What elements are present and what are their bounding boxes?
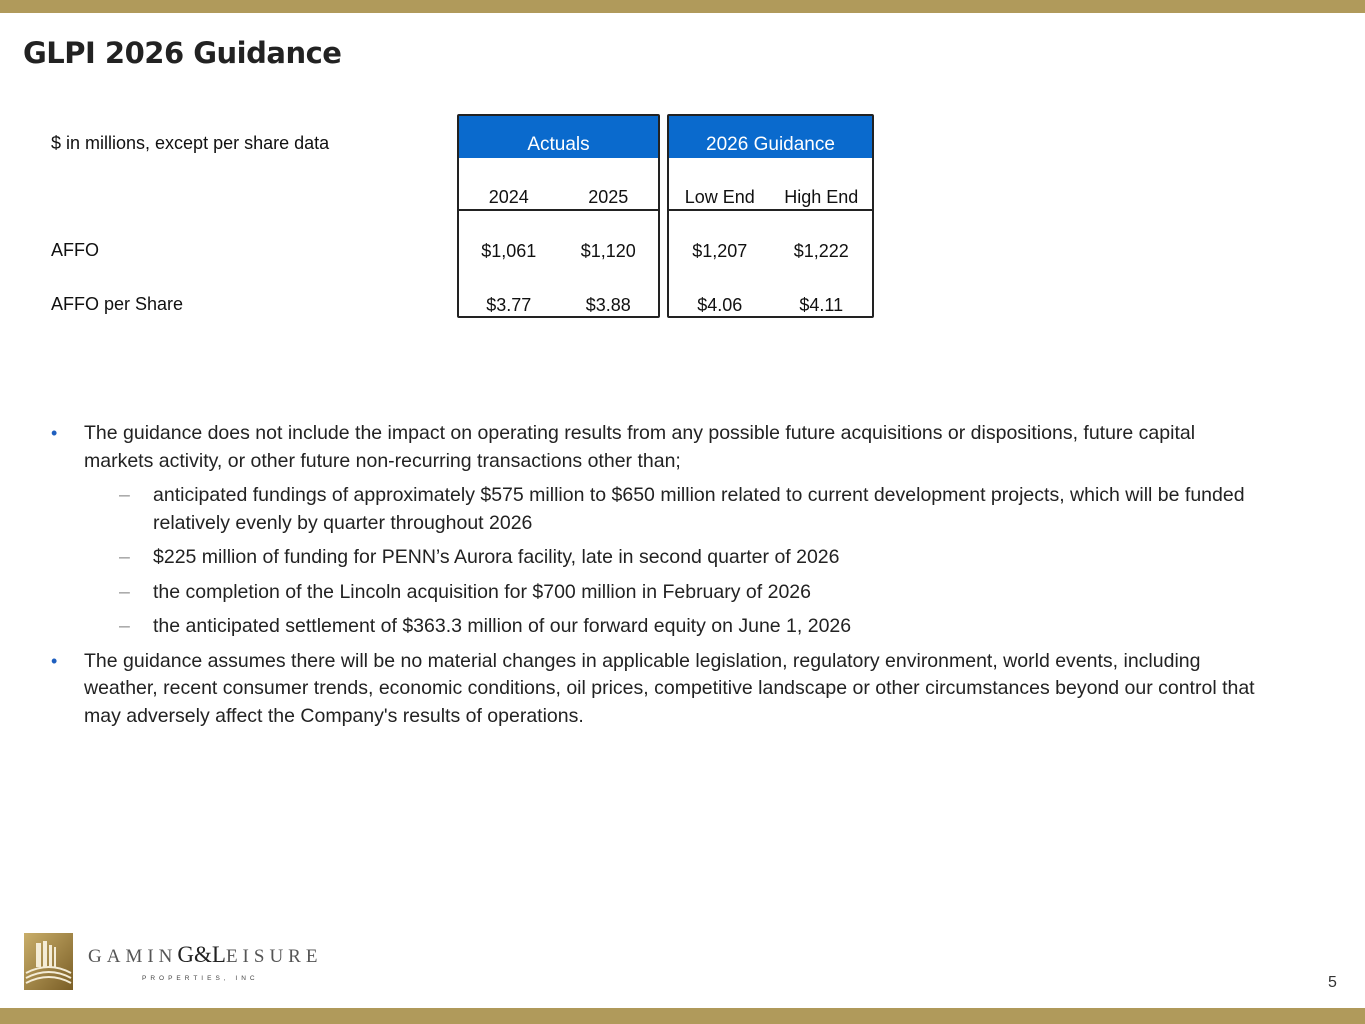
actuals-header: Actuals (459, 116, 658, 158)
logo-emblem-icon (24, 933, 324, 991)
guidance-header: 2026 Guidance (669, 116, 872, 158)
col-2024: 2024 (488, 187, 529, 207)
bullet-item: • The guidance assumes there will be no material changes in applicable legislation, regulatory environment, world events, including weather, recent consumer trends, economic conditions, oil prices, competitive landscape or other circumstances beyond our control that may adversely affect the Company's results of operations. (51, 649, 1255, 727)
sub-bullet-item: – the completion of the Lincoln acquisition for $700 million in February of 2026 (119, 580, 811, 603)
col-high-end: High End (784, 187, 859, 207)
actuals-table (457, 114, 660, 318)
company-logo (24, 933, 324, 996)
sub-bullet-item: – the anticipated settlement of $363.3 million of our forward equity on June 1, 2026 (119, 615, 852, 637)
units-note: $ in millions, except per share data (51, 133, 330, 153)
page-title: GLPI 2026 Guidance (23, 36, 342, 70)
affo-ps-2024: $3.77 (486, 295, 532, 315)
bullet-item: • The guidance does not include the impact on operating results from any possible future acquisitions or dispositions, future capital markets activity, or other future non-recurring transactions other than; (51, 422, 1196, 472)
sub-bullet-item: – anticipated fundings of approximately $575 million to $650 million related to current development projects, which will be funded relatively evenly by quarter throughout 2026 (119, 484, 1245, 534)
guidance-table (667, 114, 874, 318)
affo-2025: $1,120 (580, 241, 636, 261)
svg-text:PROPERTIES, INC: PROPERTIES, INC (142, 975, 259, 982)
top-accent-bar (0, 0, 1365, 13)
bottom-accent-bar (0, 1008, 1365, 1024)
affo-ps-2025: $3.88 (585, 295, 631, 315)
page-number: 5 (1328, 974, 1337, 991)
affo-low: $1,207 (692, 241, 748, 261)
affo-ps-low: $4.06 (697, 295, 743, 315)
affo-ps-high: $4.11 (799, 295, 844, 315)
affo-2024: $1,061 (481, 241, 537, 261)
row-label-affo: AFFO (51, 240, 99, 260)
sub-bullet-item: – $225 million of funding for PENN’s Aurora facility, late in second quarter of 2026 (119, 546, 840, 568)
svg-text:GAMING&LEISURE: GAMING&LEISURE (88, 942, 323, 967)
affo-high: $1,222 (793, 241, 849, 261)
divider (459, 209, 658, 211)
row-label-affo-per-share: AFFO per Share (51, 294, 184, 314)
col-2025: 2025 (588, 187, 629, 207)
bullet-list (51, 420, 1261, 737)
col-low-end: Low End (684, 187, 755, 207)
divider (669, 209, 872, 211)
